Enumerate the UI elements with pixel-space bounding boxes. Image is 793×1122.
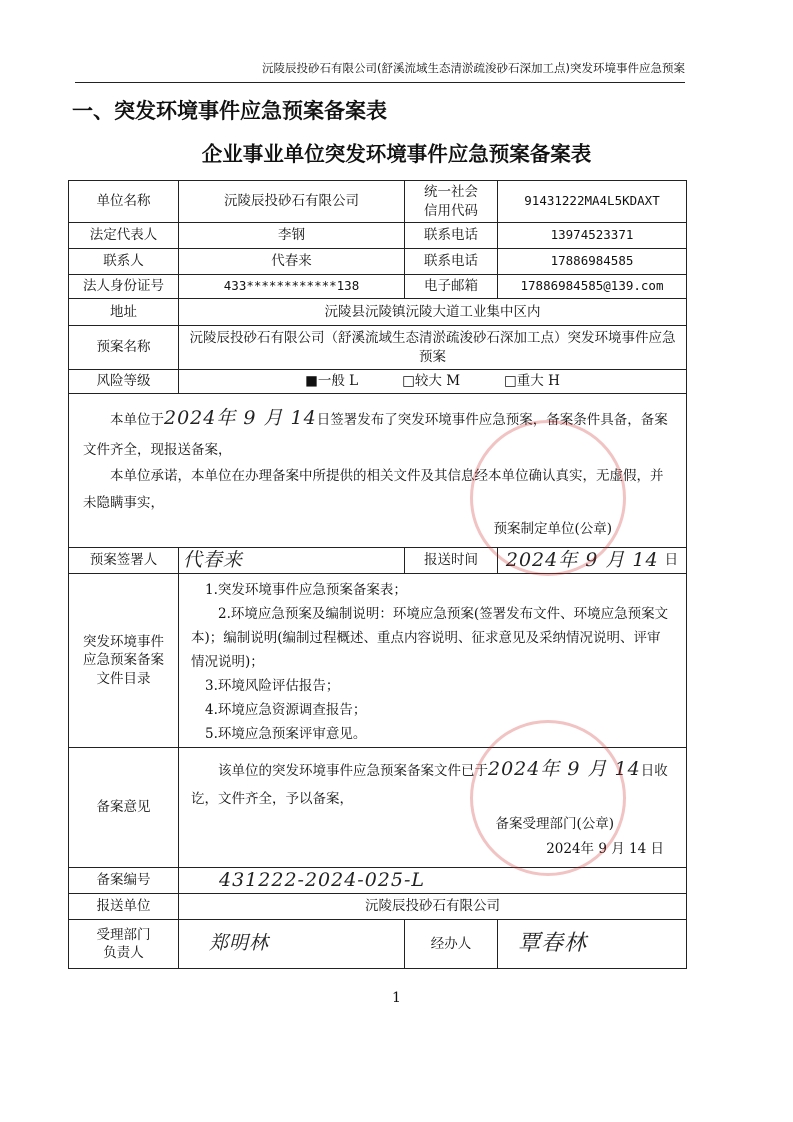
opinion-date: 2024年 9 月 14 日	[546, 841, 664, 858]
submit-time-label: 报送时间	[405, 548, 498, 573]
plan-name-label: 预案名称	[69, 326, 179, 369]
email-value: 17886984585@139.com	[520, 278, 664, 294]
contact-phone-label: 联系电话	[405, 249, 498, 274]
submit-time-day: 日	[664, 552, 679, 569]
opinion-text-end: 日收讫，文件齐全，予以备案，	[191, 763, 668, 808]
submit-time-value	[498, 548, 686, 573]
handler-label: 经办人	[405, 920, 498, 968]
row-signer	[69, 548, 686, 574]
running-header: 沅陵辰投砂石有限公司(舒溪流域生态清淤疏浚砂石深加工点)突发环境事件应急预案	[262, 61, 685, 75]
email-label: 电子邮箱	[405, 275, 498, 298]
file-list	[179, 574, 686, 747]
address-label: 地址	[69, 299, 179, 325]
record-no-label: 备案编号	[69, 868, 179, 893]
contact-phone-value: 17886984585	[550, 253, 634, 269]
opinion-text	[191, 752, 674, 812]
handler-signature: 覃春林	[518, 931, 588, 957]
signer-signature: 代春来	[179, 548, 405, 573]
file-list-item: 5.环境应急预案评审意见。	[205, 726, 367, 743]
row-submit-unit	[69, 894, 686, 920]
credit-code-value: 91431222MA4L5KDAXT	[524, 193, 660, 209]
row-unit	[69, 181, 686, 223]
opinion-block	[179, 748, 686, 867]
address-value: 沅陵县沅陵镇沅陵大道工业集中区内	[324, 303, 541, 320]
statement-paragraph-2: 本单位承诺，本单位在办理备案中所提供的相关文件及其信息经本单位确认真实，无虚假，并未隐瞒事实，	[83, 468, 664, 511]
statement-paragraph-1	[83, 400, 672, 463]
statement-p1-start: 本单位于	[110, 412, 164, 428]
file-list-item: 1.突发环境事件应急预案备案表；	[205, 582, 407, 598]
row-record-no	[69, 868, 686, 894]
file-list-item: 2.环境应急预案及编制说明：环境应急预案(签署发布文件、环境应急预案文本)；编制说明(编制过程概述、重点内容说明、征求意见及采纳情况说明、评审情况说明)；	[191, 606, 669, 671]
risk-general-checkbox: ■一般 L	[305, 373, 359, 390]
credit-code-label: 统一社会信用代码	[405, 181, 498, 222]
plan-name-value: 沅陵辰投砂石有限公司（舒溪流域生态清淤疏浚砂石深加工点）突发环境事件应急预案	[189, 330, 676, 365]
row-risk	[69, 370, 686, 394]
opinion-seal-label: 备案受理部门(公章)	[495, 816, 614, 833]
legal-rep-label: 法定代表人	[69, 223, 179, 248]
legal-rep-phone-label: 联系电话	[405, 223, 498, 248]
opinion-label: 备案意见	[69, 748, 179, 867]
row-plan-name	[69, 326, 686, 370]
dept-head-signature: 郑明林	[179, 920, 405, 968]
dept-head-label: 受理部门负责人	[69, 920, 179, 968]
contact-label: 联系人	[69, 249, 179, 274]
opinion-text-start: 该单位的突发环境事件应急预案备案文件已于	[218, 763, 488, 779]
statement-block	[69, 394, 686, 547]
statement-seal-label: 预案制定单位(公章)	[493, 520, 612, 537]
id-label: 法人身份证号	[69, 275, 179, 298]
row-address	[69, 299, 686, 326]
file-list-label: 突发环境事件应急预案备案文件目录	[69, 574, 179, 747]
row-file-list	[69, 574, 686, 748]
row-opinion	[69, 748, 686, 868]
signer-label: 预案签署人	[69, 548, 179, 573]
row-statement	[69, 394, 686, 548]
document-title: 企业事业单位突发环境事件应急预案备案表	[201, 142, 592, 166]
submit-unit-value: 沅陵辰投砂石有限公司	[365, 898, 500, 915]
page-number: 1	[392, 990, 401, 1006]
section-title: 一、突发环境事件应急预案备案表	[72, 99, 387, 123]
statement-p1-end: 日签署发布了突发环境事件应急预案，备案条件具备，备案文件齐全，现报送备案，	[83, 412, 668, 459]
file-list-item: 3.环境风险评估报告；	[205, 678, 340, 695]
row-signatures	[69, 920, 686, 968]
row-contact	[69, 249, 686, 275]
file-list-item: 4.环境应急资源调查报告；	[205, 702, 367, 719]
legal-rep-phone-value: 13974523371	[550, 227, 634, 243]
header-rule	[75, 82, 685, 83]
row-id	[69, 275, 686, 299]
risk-label: 风险等级	[69, 370, 179, 393]
filing-table	[68, 180, 687, 969]
risk-larger-checkbox: □较大 M	[402, 373, 461, 390]
risk-major-checkbox: □重大 H	[504, 373, 560, 390]
record-no-value: 431222-2024-025-L	[219, 868, 426, 891]
legal-rep-value: 李钢	[179, 223, 405, 248]
row-legal-rep	[69, 223, 686, 249]
statement-handwritten-date: 2024年 9 月 14	[164, 407, 317, 429]
opinion-handwritten-date: 2024年 9 月 14	[488, 758, 641, 780]
submit-time-handwritten: 2024年 9 月 14	[505, 548, 659, 571]
unit-name-value: 沅陵辰投砂石有限公司	[179, 181, 405, 222]
id-value: 433************138	[179, 275, 405, 298]
risk-options	[179, 370, 686, 393]
contact-value: 代春来	[179, 249, 405, 274]
submit-unit-label: 报送单位	[69, 894, 179, 919]
unit-name-label: 单位名称	[69, 181, 179, 222]
